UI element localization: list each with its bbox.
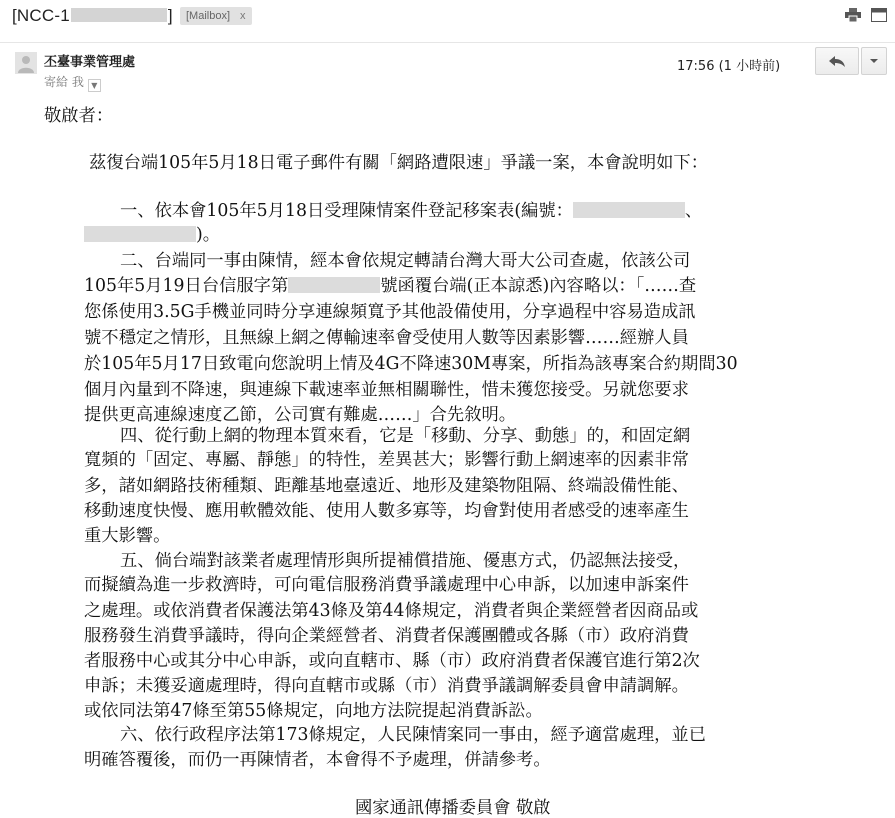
paragraph-1-cont: )。 <box>84 220 220 245</box>
remove-label-icon[interactable]: x <box>240 10 246 22</box>
paragraph-5-line: 或依同法第47條至第55條規定，向地方法院提起消費訴訟。 <box>84 701 543 721</box>
paragraph-5-line: 五、倘台端對該業者處理情形與所提補償措施、優惠方式，仍認無法接受， <box>120 551 691 571</box>
more-actions-button[interactable] <box>861 47 887 75</box>
paragraph-4-line: 四、從行動上網的物理本質來看，它是「移動、分享、動態」的，和固定網 <box>120 426 691 446</box>
details-dropdown-icon[interactable]: ▼ <box>88 79 101 92</box>
paragraph-2-line: 105年5月19日台信服字第 號函覆台端(正本諒悉)內容略以：「……查 <box>84 276 697 296</box>
paragraph-5-line: 之處理。或依消費者保護法第43條及第44條規定，消費者與企業經營者因商品或 <box>84 601 699 621</box>
recipient-text: 寄給 我 <box>44 75 84 89</box>
paragraph-5-line: 服務發生消費爭議時，得向企業經營者、消費者保護團體或各縣（市）政府消費 <box>84 626 689 646</box>
paragraph-2-line: 號不穩定之情形，且無線上網之傳輸速率會受使用人數等因素影響……經辦人員 <box>84 328 689 348</box>
redacted-block <box>573 202 685 218</box>
greeting: 敬啟者： <box>44 106 114 126</box>
redacted-block <box>288 277 380 293</box>
mailbox-label-chip[interactable] <box>180 7 252 25</box>
sender-name[interactable]: 丕臺事業管理處 <box>44 55 136 70</box>
reply-icon <box>816 48 858 74</box>
paragraph-6-line: 明確答覆後，而仍一再陳情者，本會得不予處理，併請參考。 <box>84 750 551 770</box>
message-header <box>0 42 895 93</box>
subject-actions <box>845 8 887 22</box>
paragraph-4-line: 重大影響。 <box>84 526 171 546</box>
paragraph-2-line: 提供更高連線速度乙節，公司實有難處……」合先敘明。 <box>84 405 517 425</box>
label-name: [Mailbox] <box>186 10 231 22</box>
paragraph-5-line: 者服務中心或其分中心申訴，或向直轄市、縣（市）政府消費者保護官進行第2次 <box>84 651 700 671</box>
paragraph-2-line: 二、台端同一事由陳情，經本會依規定轉請台灣大哥大公司查處，依該公司 <box>120 251 691 271</box>
paragraph-1: 一、依本會105年5月18日受理陳情案件登記移案表(編號： 、 <box>120 201 703 221</box>
reply-button[interactable] <box>815 47 859 75</box>
recipient-line <box>44 73 101 92</box>
message-time: 17:56 (1 小時前) <box>677 59 781 74</box>
paragraph-4-line: 寬頻的「固定、專屬、靜態」的特性，差異甚大；影響行動上網速率的因素非常 <box>84 450 689 470</box>
paragraph-5-line: 申訴；未獲妥適處理時，得向直轄市或縣（市）消費爭議調解委員會申請調解。 <box>84 676 689 696</box>
avatar <box>15 52 37 74</box>
subject-bar <box>0 0 895 30</box>
paragraph-6-line: 六、依行政程序法第173條規定，人民陳情案同一事由，經予適當處理，並已 <box>120 725 706 745</box>
paragraph-2-line: 於105年5月17日致電向您說明上情及4G不降速30M專案，所指為該專案合約期間30 <box>84 354 738 374</box>
paragraph-4-line: 移動速度快慢、應用軟體效能、使用人數多寡等，均會對使用者感受的速率產生 <box>84 501 689 521</box>
signature: 國家通訊傳播委員會 敬啟 <box>355 798 551 818</box>
email-subject: [NCC-1 ] <box>12 6 173 25</box>
chevron-down-icon <box>862 48 886 74</box>
new-window-icon[interactable] <box>871 8 887 22</box>
paragraph-5-line: 而擬續為進一步救濟時，可向電信服務消費爭議處理中心申訴，以加速申訴案件 <box>84 575 689 595</box>
paragraph-4-line: 多，諸如網路技術種類、距離基地臺遠近、地形及建築物阻隔、終端設備性能、 <box>84 476 689 496</box>
redacted-block <box>84 226 196 242</box>
person-icon <box>15 52 37 74</box>
print-icon[interactable] <box>845 8 861 22</box>
intro-paragraph: 茲復台端105年5月18日電子郵件有關「網路遭限速」爭議一案，本會說明如下： <box>89 153 708 173</box>
redacted-block <box>71 8 167 22</box>
paragraph-2-line: 個月內量到不降速，與連線下載速率並無相關聯性，惜未獲您接受。另就您要求 <box>84 380 689 400</box>
paragraph-2-line: 您係使用3.5G手機並同時分享連線頻寬予其他設備使用，分享過程中容易造成訊 <box>84 302 696 322</box>
